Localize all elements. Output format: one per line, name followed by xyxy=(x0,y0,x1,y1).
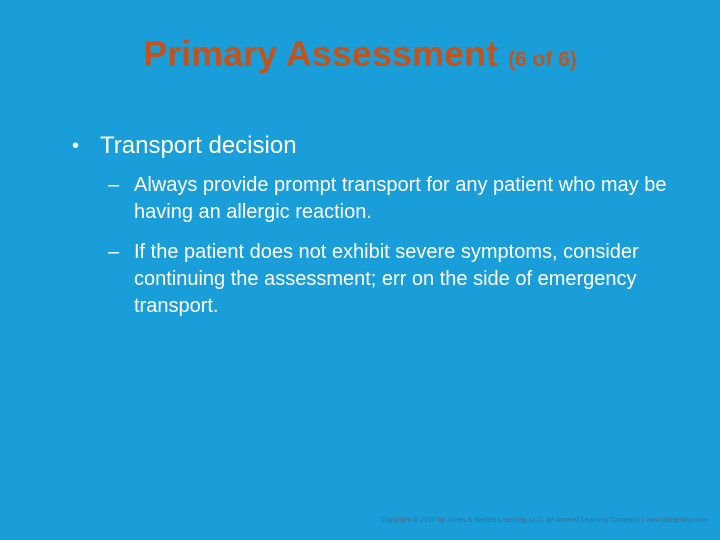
title-subtitle: (6 of 6) xyxy=(508,48,577,71)
title-main: Primary Assessment xyxy=(143,33,498,74)
slide-title xyxy=(0,32,720,82)
dash-icon: – xyxy=(108,174,120,196)
dash-icon: – xyxy=(108,241,120,263)
bullet-text: Transport decision xyxy=(100,132,297,159)
sub-bullet-point xyxy=(72,172,672,226)
sub-bullet-text: If the patient does not exhibit severe symptoms, consider continuing the assessment; err on the side of emergency transport. xyxy=(134,241,639,317)
sub-bullet-text: Always provide prompt transport for any patient who may be having an allergic reaction. xyxy=(134,174,667,223)
bullet-point xyxy=(72,128,672,164)
copyright-footer: Copyright © 2017 by Jones & Bartlett Learning, LLC, an Ascend Learning Company | www.jblearning.com xyxy=(381,517,708,524)
bullet-icon: • xyxy=(72,135,80,157)
sub-bullet-point xyxy=(72,239,672,320)
slide-body xyxy=(72,128,672,320)
